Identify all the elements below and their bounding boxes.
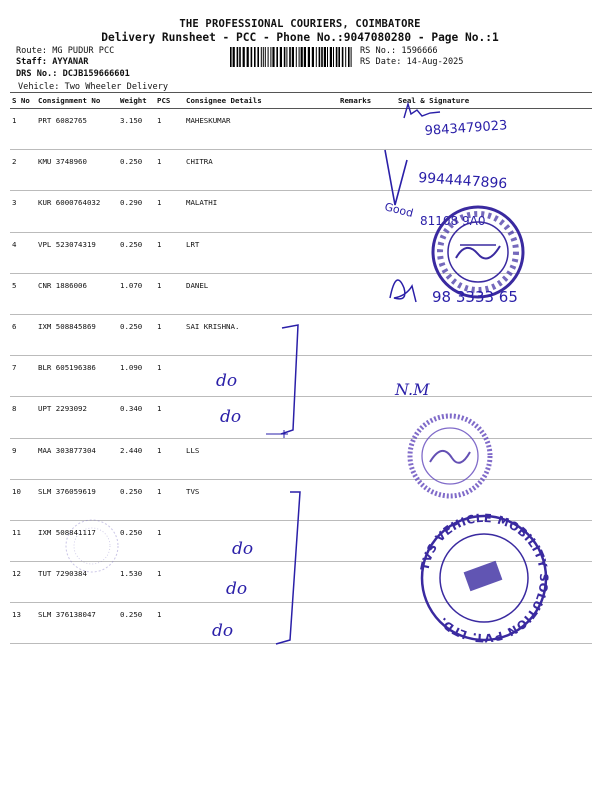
row-sno: 7 — [10, 356, 36, 397]
row-consignment: VPL 523074319 — [36, 232, 118, 273]
row-pcs: 1 — [155, 397, 184, 438]
row-pcs: 1 — [155, 191, 184, 232]
row-consignee: LRT — [184, 232, 338, 273]
rs-number: RS No.: 1596666 — [360, 46, 438, 56]
row-weight: 0.250 — [118, 314, 155, 355]
staff-name: AYYANAR — [52, 57, 89, 67]
col-pcs: PCS — [155, 93, 184, 109]
row-pcs: 1 — [155, 603, 184, 644]
row-weight: 3.150 — [118, 109, 155, 150]
company-stamp-row9 — [410, 416, 490, 496]
row-sno: 11 — [10, 520, 36, 561]
row-weight: 1.070 — [118, 273, 155, 314]
row-consignment: SLM 376059619 — [36, 479, 118, 520]
col-consignment: Consignment No — [36, 93, 118, 109]
row-sno: 3 — [10, 191, 36, 232]
row-pcs: 1 — [155, 232, 184, 273]
row-consignment: SLM 376138047 — [36, 603, 118, 644]
row-consignment: IXM 508841117 — [36, 520, 118, 561]
row-consignee: LLS — [184, 438, 338, 479]
row-weight: 0.250 — [118, 232, 155, 273]
company-title: THE PROFESSIONAL COURIERS, COIMBATORE — [179, 18, 421, 30]
row-sno: 6 — [10, 314, 36, 355]
row-sno: 12 — [10, 562, 36, 603]
row-pcs: 1 — [155, 273, 184, 314]
row-consignment: KMU 3748960 — [36, 150, 118, 191]
row-sno: 4 — [10, 232, 36, 273]
row-sno: 8 — [10, 397, 36, 438]
row-weight: 1.530 — [118, 562, 155, 603]
ditto-row8: do — [220, 407, 242, 427]
date-row3: 81108 9A0 — [420, 214, 486, 228]
row-sno: 2 — [10, 150, 36, 191]
ditto-row7: do — [216, 371, 238, 391]
row-pcs: 1 — [155, 479, 184, 520]
bracket-rows-11-13 — [276, 492, 300, 644]
signature-row1 — [404, 104, 440, 118]
row-weight: 0.250 — [118, 603, 155, 644]
col-weight: Weight — [118, 93, 155, 109]
row-sno: 5 — [10, 273, 36, 314]
row-consignee: SAI KRISHNA. — [184, 314, 338, 355]
route-info: Route: MG PUDUR PCC — [16, 46, 115, 56]
faint-stamp — [66, 520, 118, 572]
row-consignee: CHITRA — [184, 150, 338, 191]
row-sno: 9 — [10, 438, 36, 479]
row-weight: 0.290 — [118, 191, 155, 232]
row-consignee: MAHESKUMAR — [184, 109, 338, 150]
phone-row2: 9944447896 — [417, 170, 508, 193]
row-sno: 13 — [10, 603, 36, 644]
row-weight: 1.090 — [118, 356, 155, 397]
row-weight: 0.340 — [118, 397, 155, 438]
ditto-row12: do — [232, 539, 254, 559]
row-weight: 0.250 — [118, 479, 155, 520]
row-pcs: 1 — [155, 109, 184, 150]
row-sno: 1 — [10, 109, 36, 150]
staff-label: Staff: — [16, 57, 48, 67]
vehicle-info: Vehicle: Two Wheeler Delivery — [18, 82, 169, 92]
row-pcs: 1 — [155, 150, 184, 191]
col-consignee: Consignee Details — [184, 93, 338, 109]
bracket-rows-6-9 — [281, 325, 298, 434]
row-consignment: PRT 6082765 — [36, 109, 118, 150]
tvs-stamp-text: TVS VEHICLE MOBILITY SOLUTION PVT. LTD. — [417, 510, 552, 646]
row-consignee: DANEL — [184, 273, 338, 314]
row-weight: 0.250 — [118, 150, 155, 191]
row-pcs: 1 — [155, 356, 184, 397]
signature-row5 — [390, 280, 416, 302]
note-row3: Good — [383, 200, 415, 220]
check-mark-row2 — [385, 150, 407, 205]
row-consignment: CNR 1886006 — [36, 273, 118, 314]
ditto-row12b: do — [226, 579, 248, 599]
col-sno: S No — [10, 93, 36, 109]
row-consignee: TVS — [184, 479, 338, 520]
row-pcs: 1 — [155, 520, 184, 561]
ditto-row13: do — [212, 621, 234, 641]
rs-date: RS Date: 14-Aug-2025 — [360, 57, 464, 67]
col-seal-signature: Seal & Signature — [396, 93, 592, 109]
row-consignment: UPT 2293092 — [36, 397, 118, 438]
drs-number: DRS No.: DCJB159666601 — [16, 69, 130, 79]
tvs-stamp — [418, 511, 552, 645]
row-consignee: MALATHI — [184, 191, 338, 232]
row-weight: 2.440 — [118, 438, 155, 479]
row-consignment: MAA 303877304 — [36, 438, 118, 479]
phone-row5: 98 3333 65 — [432, 288, 518, 306]
row-pcs: 1 — [155, 438, 184, 479]
row-consignment: IXM 508845869 — [36, 314, 118, 355]
phone-row1: 9843479023 — [424, 118, 508, 139]
runsheet-title: Delivery Runsheet - PCC - Phone No.:9047080280 - Page No.:1 — [101, 31, 499, 44]
row-sno: 10 — [10, 479, 36, 520]
signature-row7: N.M — [395, 380, 430, 399]
row-consignment: BLR 605196386 — [36, 356, 118, 397]
row-pcs: 1 — [155, 562, 184, 603]
row-consignment: KUR 6000764032 — [36, 191, 118, 232]
col-remarks: Remarks — [338, 93, 396, 109]
row-consignment: TUT 7290384 — [36, 562, 118, 603]
row-weight: 0.250 — [118, 520, 155, 561]
row-pcs: 1 — [155, 314, 184, 355]
